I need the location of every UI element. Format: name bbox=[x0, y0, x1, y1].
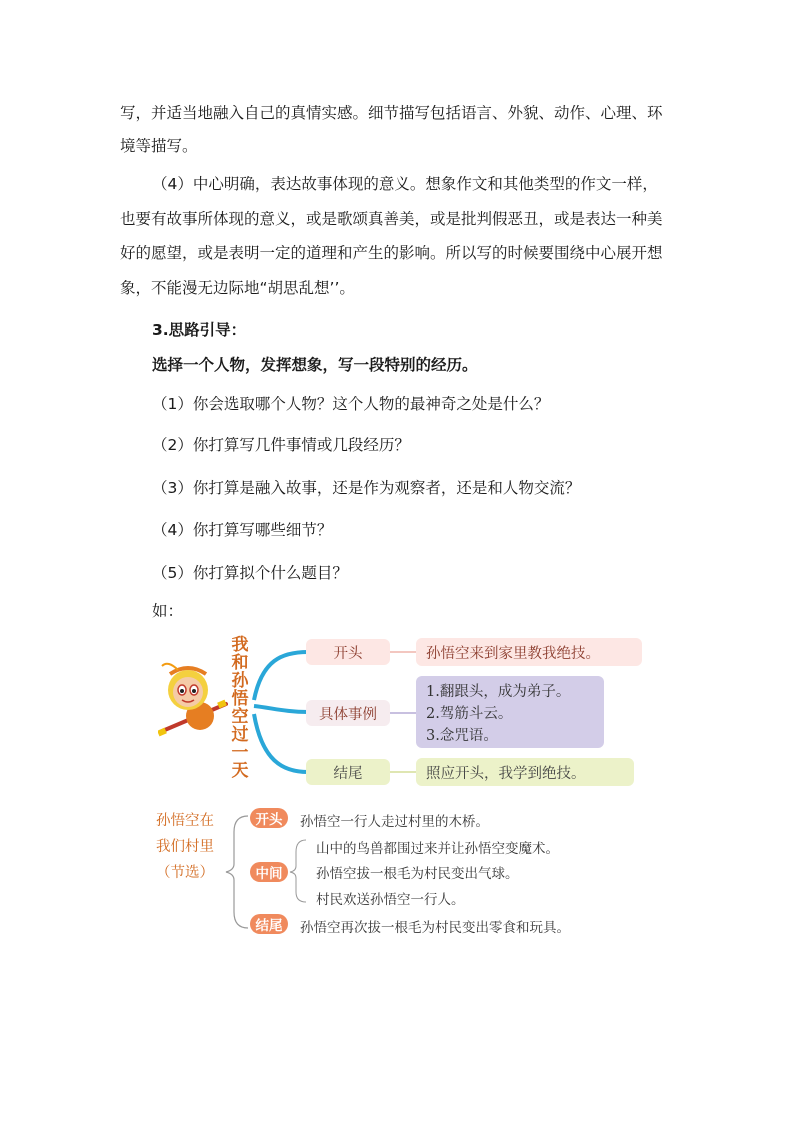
tag-start: 开头 bbox=[250, 808, 288, 828]
branch-content-start: 孙悟空来到家里教我绝技。 bbox=[416, 638, 642, 666]
middle-item: 山中的鸟兽都围过来并让孙悟空变魔术。 bbox=[316, 841, 559, 857]
connector-line bbox=[390, 651, 416, 653]
question-item: （2）你打算写几件事情或几段经历？ bbox=[152, 436, 410, 454]
connector-line bbox=[390, 771, 416, 773]
example-item: 2.驾筋斗云。 bbox=[426, 706, 513, 722]
section-heading: 3.思路引导： bbox=[152, 321, 247, 339]
question-item: （3）你打算是融入故事，还是作为观察者，还是和人物交流？ bbox=[152, 479, 581, 497]
monkey-king-illustration bbox=[158, 660, 228, 738]
paragraph-line: 写，并适当地融入自己的真情实感。细节描写包括语言、外貌、动作、心理、环 bbox=[120, 104, 663, 122]
mindmap-title: 我 和 孙 悟 空 过 一 天 bbox=[231, 635, 249, 781]
paragraph-line: 好的愿望，或是表明一定的道理和产生的影响。所以写的时候要围绕中心展开想 bbox=[120, 244, 663, 262]
middle-item: 村民欢送孙悟空一行人。 bbox=[316, 892, 465, 908]
branch-connectors bbox=[252, 640, 312, 780]
paragraph-line: （4）中心明确，表达故事体现的意义。想象作文和其他类型的作文一样， bbox=[152, 175, 658, 193]
middle-item: 孙悟空拔一根毛为村民变出气球。 bbox=[316, 866, 519, 882]
branch-label-start: 开头 bbox=[306, 639, 390, 665]
example-item: 3.念咒语。 bbox=[426, 728, 498, 744]
question-item: （4）你打算写哪些细节？ bbox=[152, 521, 333, 539]
question-item: （1）你会选取哪个人物？这个人物的最神奇之处是什么？ bbox=[152, 395, 550, 413]
tag-middle: 中间 bbox=[250, 862, 288, 882]
paragraph-line: 境等描写。 bbox=[120, 137, 198, 155]
example-item: 1.翻跟头，成为弟子。 bbox=[426, 684, 571, 700]
tag-end: 结尾 bbox=[250, 914, 288, 934]
end-text: 孙悟空再次拔一根毛为村民变出零食和玩具。 bbox=[300, 920, 570, 936]
story-title: 孙悟空在 我们村里 （节选） bbox=[156, 813, 214, 881]
branch-label-end: 结尾 bbox=[306, 759, 390, 785]
example-label: 如： bbox=[152, 602, 184, 620]
paragraph-line: 也要有故事所体现的意义，或是歌颂真善美，或是批判假恶丑，或是表达一种美 bbox=[120, 210, 663, 228]
connector-line bbox=[390, 712, 416, 714]
question-item: （5）你打算拟个什么题目？ bbox=[152, 564, 348, 582]
branch-label-examples: 具体事例 bbox=[306, 700, 390, 726]
paragraph-line: 象，不能漫无边际地“胡思乱想’’。 bbox=[120, 279, 355, 297]
branch-content-end: 照应开头，我学到绝技。 bbox=[416, 758, 634, 786]
branch-content-examples bbox=[416, 676, 604, 748]
start-text: 孙悟空一行人走过村里的木桥。 bbox=[300, 814, 489, 830]
section-subheading: 选择一个人物，发挥想象，写一段特别的经历。 bbox=[152, 356, 478, 374]
